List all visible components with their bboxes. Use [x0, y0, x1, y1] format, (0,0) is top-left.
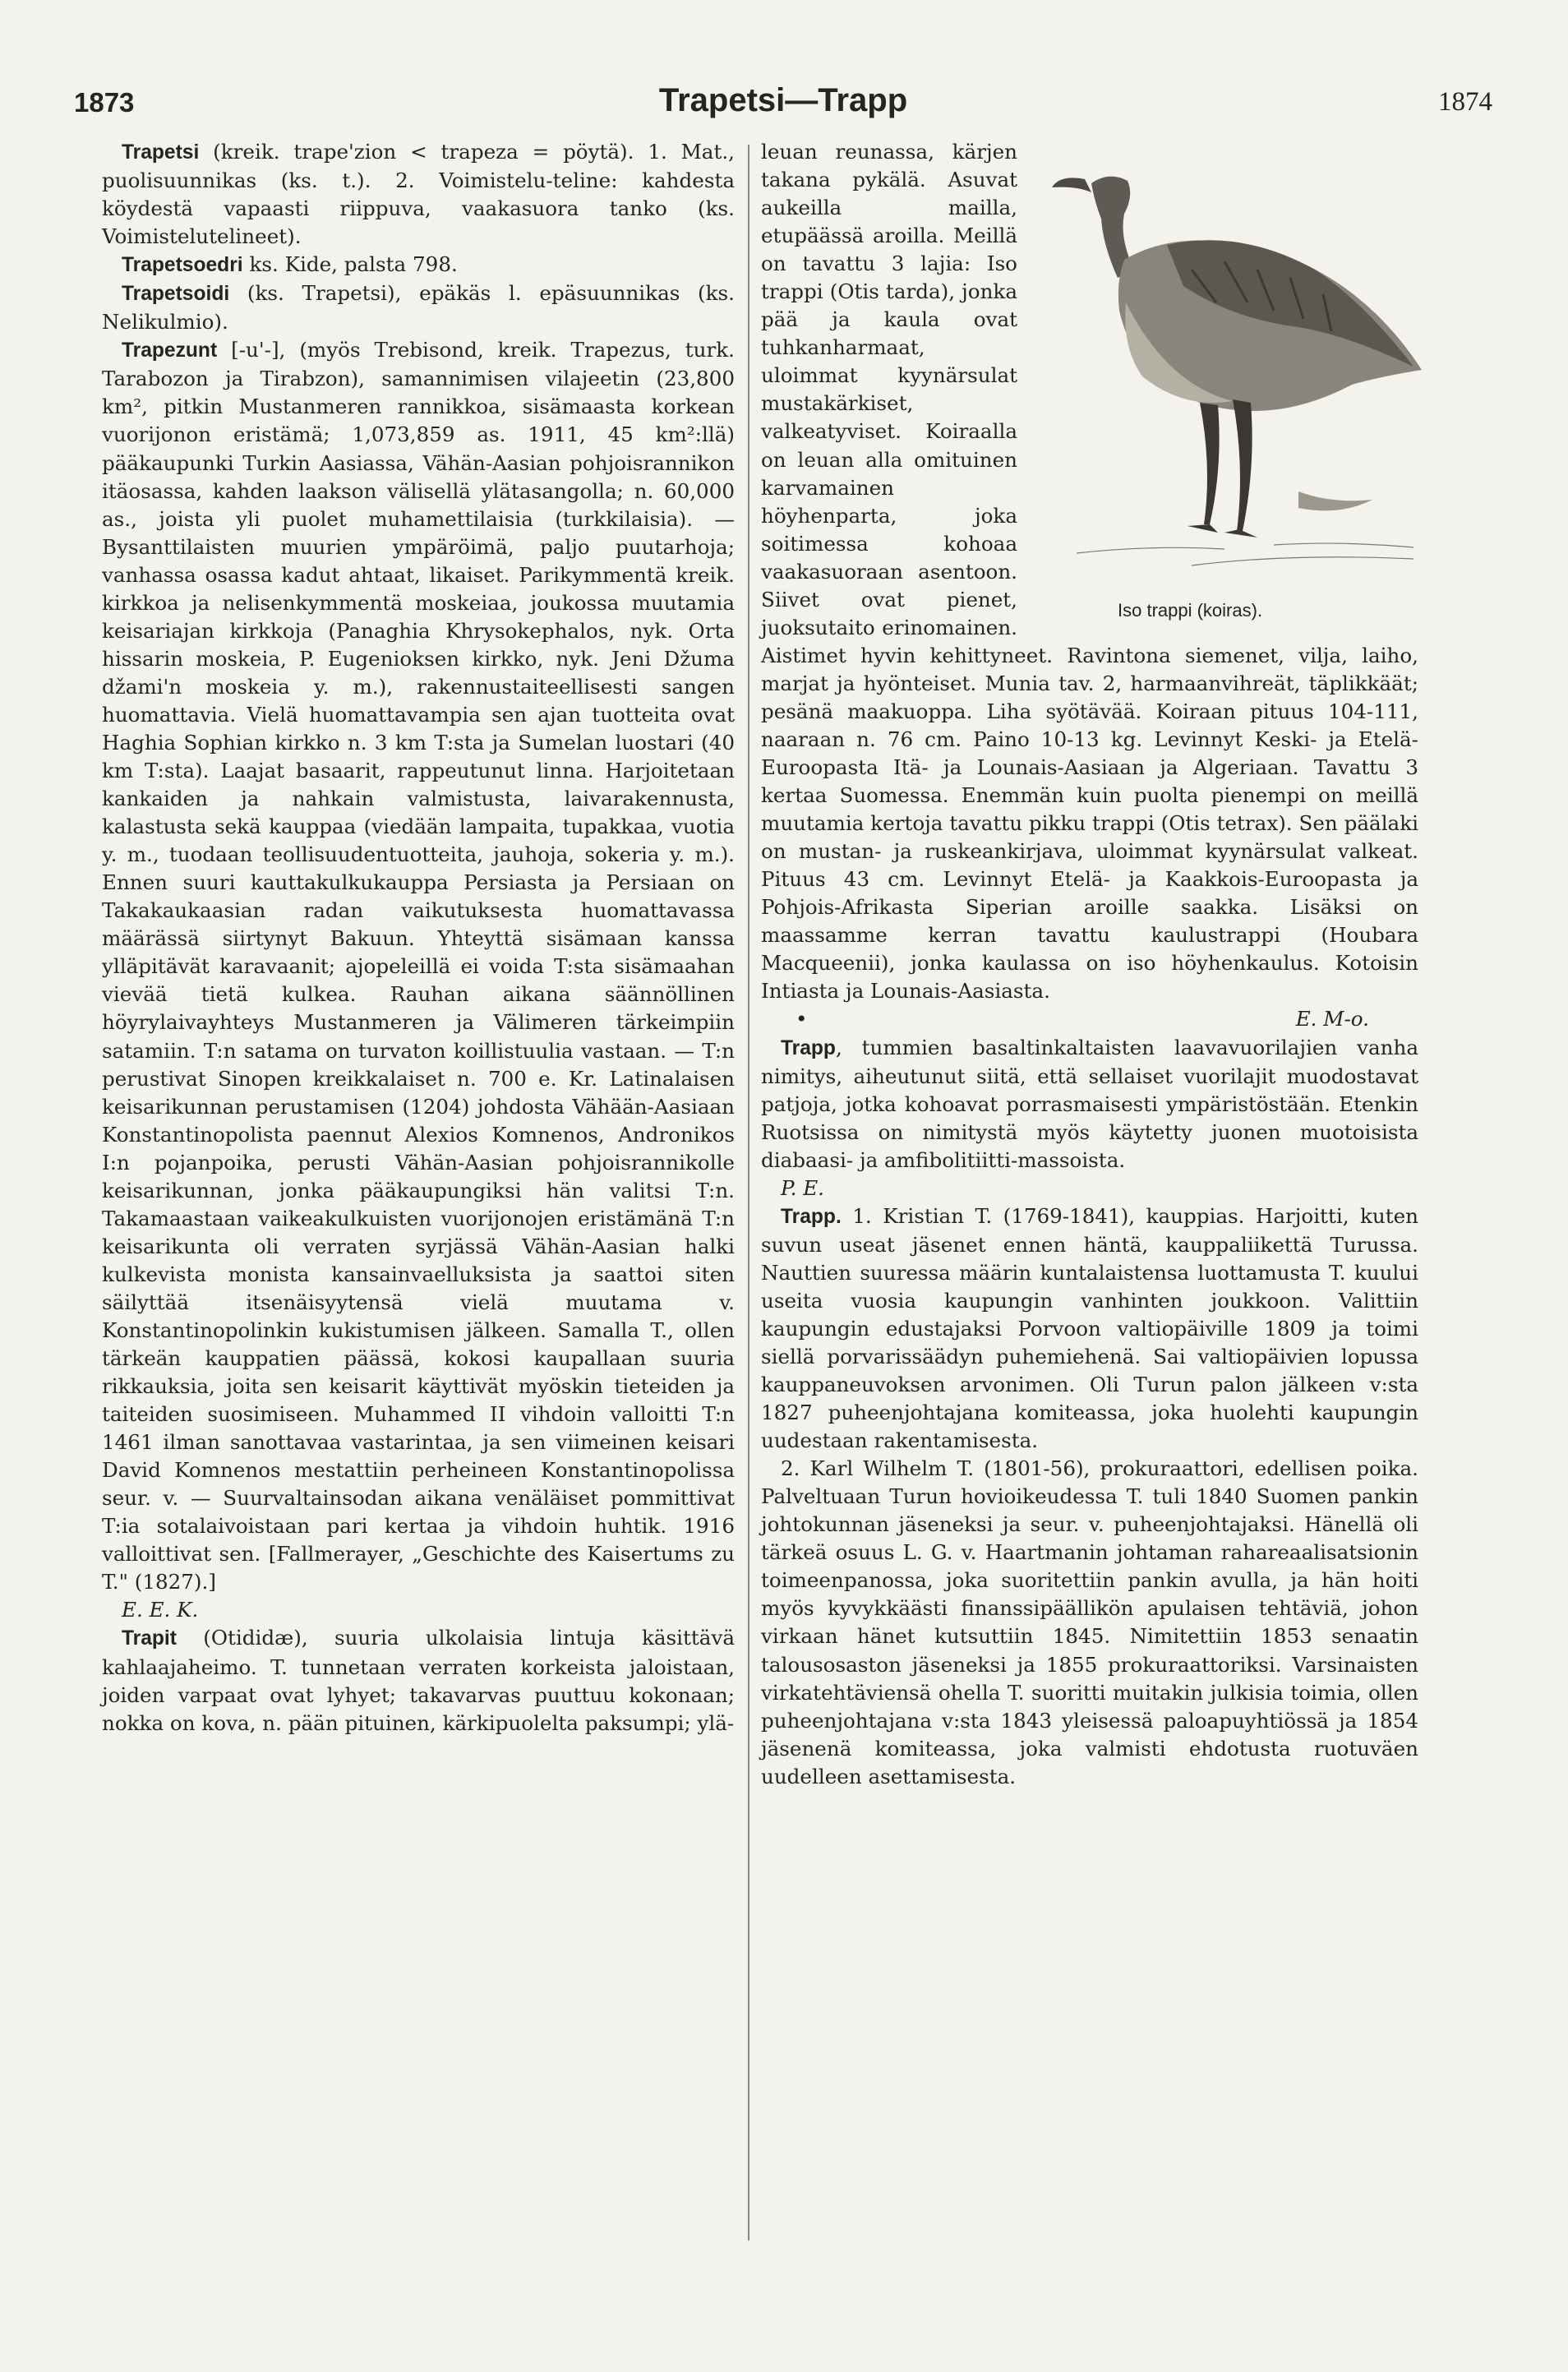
entry-trapetsoedri: Trapetsoedri ks. Kide, palsta 798.: [122, 252, 458, 277]
page-header: [74, 79, 1492, 125]
entry-trapetsoidi: Trapetsoidi (ks. Trapetsi), epäkäs l. epäsuunnikas (ks. Nelikulmio).: [102, 281, 735, 335]
entry-trapit: Trapit (Otididæ), suuria ulkolaisia lintuja käsittävä kahlaajaheimo. T. tunnetaan verraten korkeista jaloistaan, joiden varpaat ovat lyhyet; takavarvas puuttuu kokonaan; nokka on kova, n. pään pituinen, kärkipuolelta paksumpi; ylä-: [102, 1626, 735, 1735]
signature-trapezunt: E. E. K.: [122, 1598, 199, 1622]
entry-trapit-continued: leuan reunassa, kärjen takana pykälä. Asuvat aukeilla mailla, etupäässä aroilla. Meillä on tavattu 3 lajia: Iso trappi (Otis tarda), jonka pää ja kaula ovat tuhkanharmaat, uloimmat kyynärsulat mustakärkiset, valkeatyviset. Koiraalla on leuan alla omituinen karvamainen höyhenparta, joka soitimessa kohoaa vaakasuoraan asentoon. Siivet ovat pienet, juoksutaito erinomainen. Aistimet hyvin kehittyneet. Ravintona siemenet, vilja, laiho, marjat ja hyönteiset. Munia tav. 2, harmaanvihreät, täplikkäät; pesänä maakuoppa. Liha syötävää. Koiraan pituus 104-111, naaraan n. 76 cm. Paino 10-13 kg. Levinnyt Keski- ja Etelä-Euroopasta Itä- ja Lounais-Aasiaan ja Algeriaan. Tavattu 3 kertaa Suomessa. Enemmän kuin puolta pienempi on meillä muutamia kertoja tavattu pikku trappi (Otis tetrax). Sen päälaki on mustan- ja ruskeankirjava, uloimmat kyynärsulat valkeat. Pituus 43 cm. Levinnyt Etelä- ja Kaakkois-Euroopasta ja Pohjois-Afrikasta Siperian aroille saakka. Lisäksi on maassamme kerran tavattu kaulustrappi (Houbara Macqueenii), jonka kaulassa on iso höyhenkaulus. Kotoisin Intiasta ja Lounais-Aasiasta.: [761, 140, 1418, 1004]
signature-trapp-geology: P. E.: [781, 1175, 824, 1200]
page-number-left: 1873: [74, 87, 135, 118]
entry-trapetsi: Trapetsi (kreik. trape'zion < trapeza = pöytä). 1. Mat., puolisuunnikas (ks. t.). 2. Voimistelu-teline: kahdesta köydestä vapaasti riippuva, vaakasuora tanko (ks. Voimistelutelineet).: [102, 140, 735, 249]
bustard-figure: [1027, 138, 1427, 631]
entry-trapp-geology: Trapp, tummien basaltinkaltaisten laavavuorilajien vanha nimitys, aiheutunut siitä, että sellaiset vuorilajit muodostavat patjoja, jotka kohoavat porrasmaisesti ympäristöstään. Etenkin Ruotsissa on nimitystä myös käytetty juonen muotoisista diabaasi- ja amfibolitiitti-massoista.: [761, 1035, 1418, 1172]
figure-caption: Iso trappi (koiras).: [1118, 599, 1263, 621]
signature-trapit: • E. M-o.: [761, 1005, 1418, 1033]
column-divider: [748, 145, 749, 2240]
page-number-right: 1874: [1438, 87, 1492, 117]
right-column: [761, 138, 1418, 1791]
left-column: [102, 138, 735, 1737]
entry-trapp-karl-wilhelm: 2. Karl Wilhelm T. (1801-56), prokuraattori, edellisen poika. Palveltuaan Turun hovioikeudessa T. tuli 1840 Suomen pankin johtokunnan jäseneksi ja seur. v. puheenjohtajaksi. Hänellä oli tärkeä osuus L. G. v. Haartmanin johtaman rahareaalisatsionin toimeenpanossa, joka suoritettiin pankin avulla, ja hän hoiti myös kyvykkäästi finanssipäällikön apulaisen tehtäviä, johon virkaan hänet kutsuttiin 1845. Nimitettiin 1853 senaatin talousosaston jäseneksi ja 1855 prokuraattoriksi. Varsinaisten virkatehtäviensä ohella T. suoritti muitakin julkisia toimia, ollen puheenjohtajana v:sta 1843 yleisessä paloapuyhtiössä ja 1854 jäsenenä komiteassa, joka valmisti ehdotusta ruotuväen uudelleen asettamisesta.: [761, 1456, 1418, 1788]
bullet-mark: •: [796, 1007, 808, 1031]
bustard-illustration: [1027, 138, 1427, 590]
entry-trapezunt: Trapezunt [-u'-], (myös Trebisond, kreik. Trapezus, turk. Tarabozon ja Tirabzon), samannimisen vilajeetin (23,800 km², pitkin Mustanmeren rannikkoa, sisämaasta korkean vuorijonon eristämä; 1,073,859 as. 1911, 45 km²:llä) pääkaupunki Turkin Aasiassa, Vähän-Aasian pohjoisrannikon itäosassa, kahden laakson välisellä ylätasangolla; n. 60,000 as., joista yli puolet muhamettilaisia (turkkilaisia). — Bysanttilaisten muurien ympäröimä, paljo puutarhoja; vanhassa osassa kadut ahtaat, likaiset. Parikymmentä kreik. kirkkoa ja nelisenkymmentä moskeiaa, joukossa muutamia keisariajan kirkkoja (Panaghia Khrysokephalos, nyk. Orta hissarin moskeia, P. Eugenioksen kirkko, nyk. Jeni Džuma džami'n moskeia y. m.), rakennustaiteellisesti sangen huomattavia. Vielä huomattavampia sen ajan tuotteita ovat Haghia Sophian kirkko n. 3 km T:sta ja Sumelan luostari (40 km T:sta). Laajat basaarit, rappeutunut linna. Harjoitetaan kankaiden ja nahkain valmistusta, laivarakennusta, kalastusta sekä kauppaa (viedään lampaita, tupakkaa, vuotia y. m., tuodaan teollisuudentuotteita, jauhoja, sokeria y. m.). Ennen suuri kauttakulkukauppa Persiasta ja Persiaan on Takakaukaasian radan vaikutuksesta huomattavassa määrässä siirtynyt Bakuun. Yhteyttä sisämaan kanssa ylläpitävät karavaanit; ajopeleillä ei voida T:sta sisämaahan vievää tietä kulkea. Rauhan aikana säännöllinen höyrylaivayhteys Mustanmeren ja Välimeren tärkeimpiin satamiin. T:n satama on turvaton koillistuulia vastaan. — T:n perustivat Sinopen kreikkalaiset n. 700 e. Kr. Latinalaisen keisarikunnan perustamisen (1204) johdosta Vähään-Aasiaan Konstantinopolista paennut Alexios Komnenos, Andronikos I:n pojanpoika, perusti Vähän-Aasian pohjoisrannikolle keisarikunnan, jonka pääkaupungiksi hän valitsi T:n. Takamaastaan vaikeakulkuisten vuorijonojen eristämänä T:n keisarikunta oli verraten syrjässä Vähän-Aasian halki kulkevista monista kansainvaelluksista ja saattoi siten säilyttää itsenäisyytensä vielä muutama v. Konstantinopolinkin kukistumisen jälkeen. Samalla T., ollen tärkeän kauppatien päässä, kokosi kaupallaan suuria rikkauksia, joita sen keisarit käyttivät myöskin tieteiden ja taiteiden suosimiseen. Muhammed II vihdoin valloitti T:n 1461 ilman sanottavaa vastarintaa, ja sen viimeinen keisari David Komnenos mestattiin perheineen Konstantinopolissa seur. v. — Suurvaltainsodan aikana venäläiset pommittivat T:ia sotalaivoistaan pari kertaa ja vihdoin huhtik. 1916 valloittivat sen. [Fallmerayer, „Geschichte des Kaisertums zu T." (1827).]: [102, 338, 735, 1594]
entry-trapp-family: Trapp. 1. Kristian T. (1769-1841), kauppias. Harjoitti, kuten suvun useat jäsenet ennen häntä, kauppaliikettä Turussa. Nauttien suuressa määrin kuntalaistensa luottamusta T. kuului useita vuosia kaupungin vanhinten joukkoon. Valittiin kaupungin edustajaksi Porvoon valtiopäiville 1809 ja toimi siellä porvarissäädyn puhemiehenä. Sai valtiopäivien lopussa kauppaneuvoksen arvonimen. Oli Turun palon jälkeen v:sta 1827 puheenjohtajana komiteassa, joka huolehti kaupungin uudestaan rakentamisesta.: [761, 1203, 1418, 1453]
page-title: Trapetsi—Trapp: [658, 82, 908, 118]
